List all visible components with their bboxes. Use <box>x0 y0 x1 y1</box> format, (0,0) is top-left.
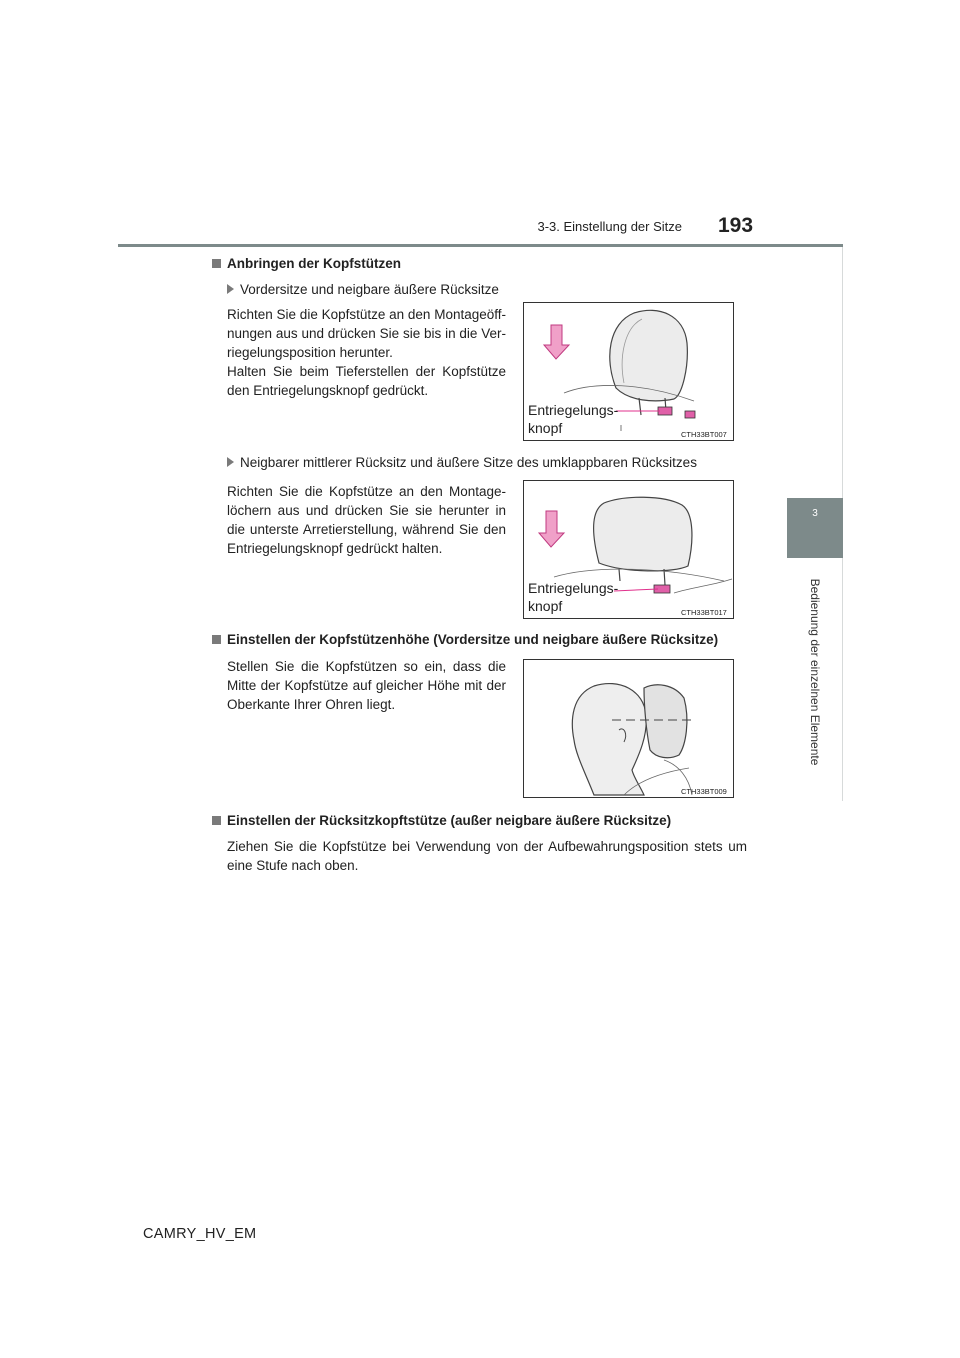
figure-label: Entriegelungs- knopf <box>528 580 619 614</box>
header-rule <box>118 244 843 247</box>
square-bullet-icon <box>212 816 221 825</box>
figure-label: Entriegelungs- knopf <box>528 402 619 436</box>
instruction-text: Richten Sie die Kopfstütze an den Montage-löchern aus und drücken Sie sie herunter in die unterste Arretierstellung, während Sie den Entriegelungsknopf gedrückt halten. <box>227 484 506 556</box>
section-title: Einstellen der Kopfstützenhöhe (Vordersitze und neigbare äußere Rücksitze) <box>212 632 718 647</box>
square-bullet-icon <box>212 635 221 644</box>
square-bullet-icon <box>212 259 221 268</box>
figure-headrest-height <box>523 659 734 798</box>
page-number: 193 <box>718 214 754 237</box>
sub-heading: Neigbarer mittlerer Rücksitz und äußere Sitze des umklappbaren Rücksitzes <box>227 455 697 470</box>
instruction-text: Stellen Sie die Kopfstützen so ein, dass die Mitte der Kopfstütze auf gleicher Höhe mit der Oberkante Ihrer Ohren liegt. <box>227 659 506 712</box>
chapter-title-tab <box>787 562 843 782</box>
figure-code: CTH33BT009 <box>681 787 727 796</box>
section-title: Anbringen der Kopfstützen <box>212 256 401 271</box>
instruction-text: Ziehen Sie die Kopfstütze bei Verwendung von der Aufbewahrungsposition stets um eine Stufe nach oben. <box>227 839 747 873</box>
figure-front-headrest <box>523 302 734 441</box>
chapter-tab <box>787 498 843 558</box>
chapter-title: Bedienung der einzelnen Elemente <box>808 578 822 766</box>
figure-code: CTH33BT007 <box>681 430 727 439</box>
section-title: Einstellen der Rücksitzkopftstütze (außer neigbare äußere Rücksitze) <box>212 813 671 828</box>
instruction-text: Richten Sie die Kopfstütze an den Montageöff-nungen aus und drücken Sie sie bis in die Ver-riegelungsposition herunter. Halten Sie beim Tieferstellen der Kopfstütze den Entriegelungsknopf gedrückt. <box>227 307 506 398</box>
figure-rear-headrest <box>523 480 734 619</box>
sub-heading: Vordersitze und neigbare äußere Rücksitze <box>227 282 499 297</box>
figure-code: CTH33BT017 <box>681 608 727 617</box>
chapter-number: 3 <box>812 508 818 519</box>
model-code: CAMRY_HV_EM <box>143 1226 257 1242</box>
triangle-bullet-icon <box>227 284 234 294</box>
section-header: 3-3. Einstellung der Sitze <box>537 219 682 234</box>
triangle-bullet-icon <box>227 457 234 467</box>
